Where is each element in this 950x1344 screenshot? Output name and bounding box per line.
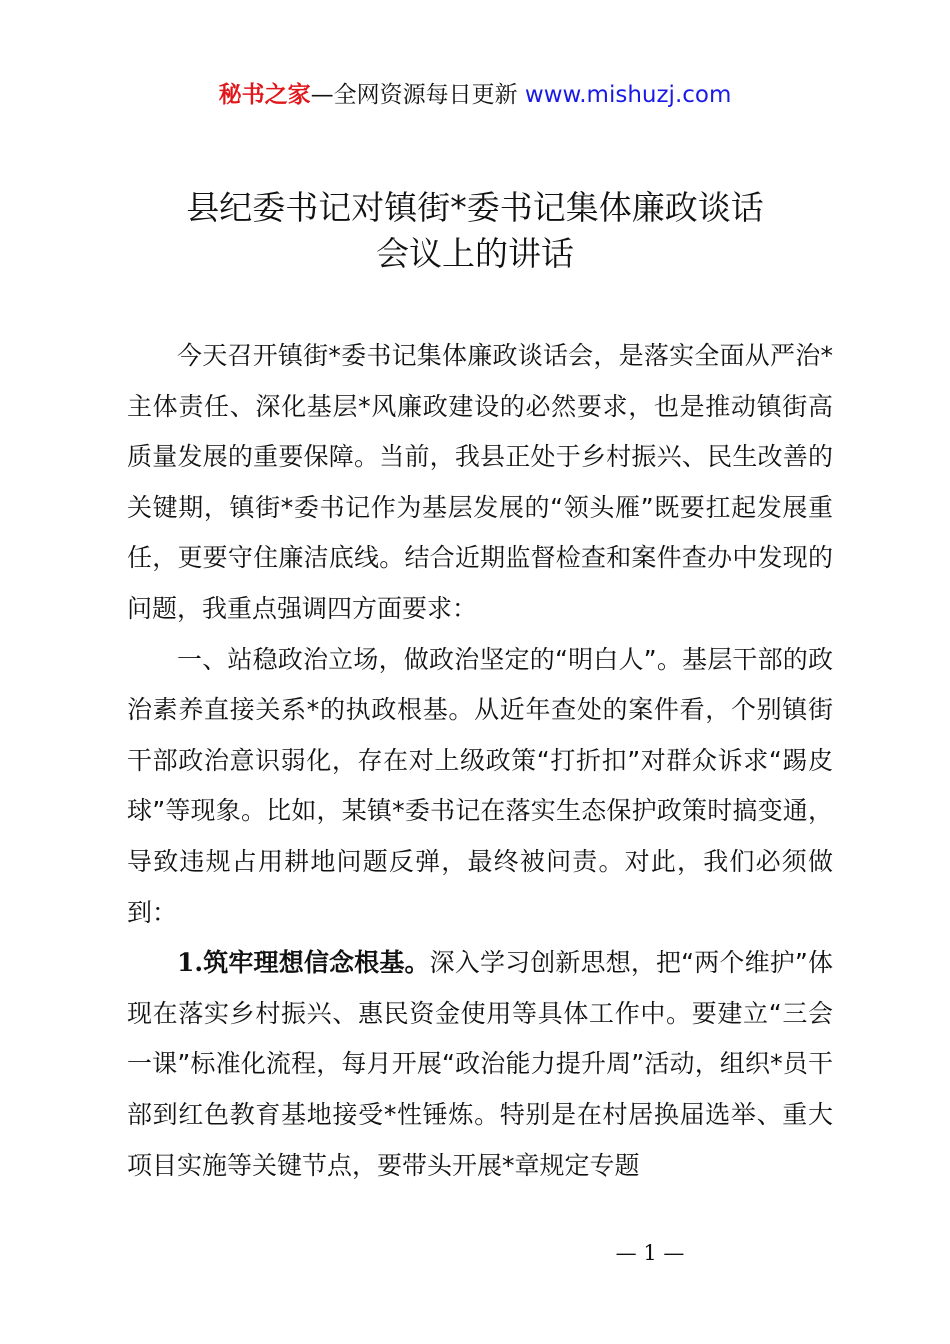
document-title — [60, 185, 890, 277]
document-body — [127, 331, 833, 1191]
title-line-1: 县纪委书记对镇街*委书记集体廉政谈话 — [186, 188, 764, 227]
page-number: — 1 — — [615, 1241, 685, 1265]
site-url-link[interactable]: www.mishuzj.com — [524, 82, 732, 108]
paragraph-intro — [127, 331, 833, 635]
paragraph-lead: 1.筑牢理想信念根基。 — [177, 948, 430, 978]
brand-name: 秘书之家 — [218, 82, 311, 108]
title-line-2: 会议上的讲话 — [376, 234, 574, 273]
header-slogan: —全网资源每日更新 — [310, 82, 518, 108]
paragraph-item-one — [127, 938, 833, 1191]
paragraph-text: 今天召开镇街*委书记集体廉政谈话会，是落实全面从严治*主体责任、深化基层*风廉政建设的必然要求，也是推动镇街高质量发展的重要保障。当前，我县正处于乡村振兴、民生改善的关键期，镇街*委书记作为基层发展的“领头雁”既要扛起发展重任，更要守住廉洁底线。结合近期监督检查和案件查办中发现的问题，我重点强调四方面要求： — [127, 341, 833, 623]
site-header — [0, 79, 950, 111]
paragraph-section-one — [127, 635, 833, 939]
paragraph-text: 深入学习创新思想，把“两个维护”体现在落实乡村振兴、惠民资金使用等具体工作中。要建立“三会一课”标准化流程，每月开展“政治能力提升周”活动，组织*员干部到红色教育基地接受*性锤炼。特别是在村居换届选举、重大项目实施等关键节点，要带头开展*章规定专题 — [127, 948, 833, 1180]
paragraph-text: 一、站稳政治立场，做政治坚定的“明白人”。基层干部的政治素养直接关系*的执政根基。从近年查处的案件看，个别镇街干部政治意识弱化，存在对上级政策“打折扣”对群众诉求“踢皮球”等现象。比如，某镇*委书记在落实生态保护政策时搞变通，导致违规占用耕地问题反弹，最终被问责。对此，我们必须做到： — [127, 644, 833, 927]
